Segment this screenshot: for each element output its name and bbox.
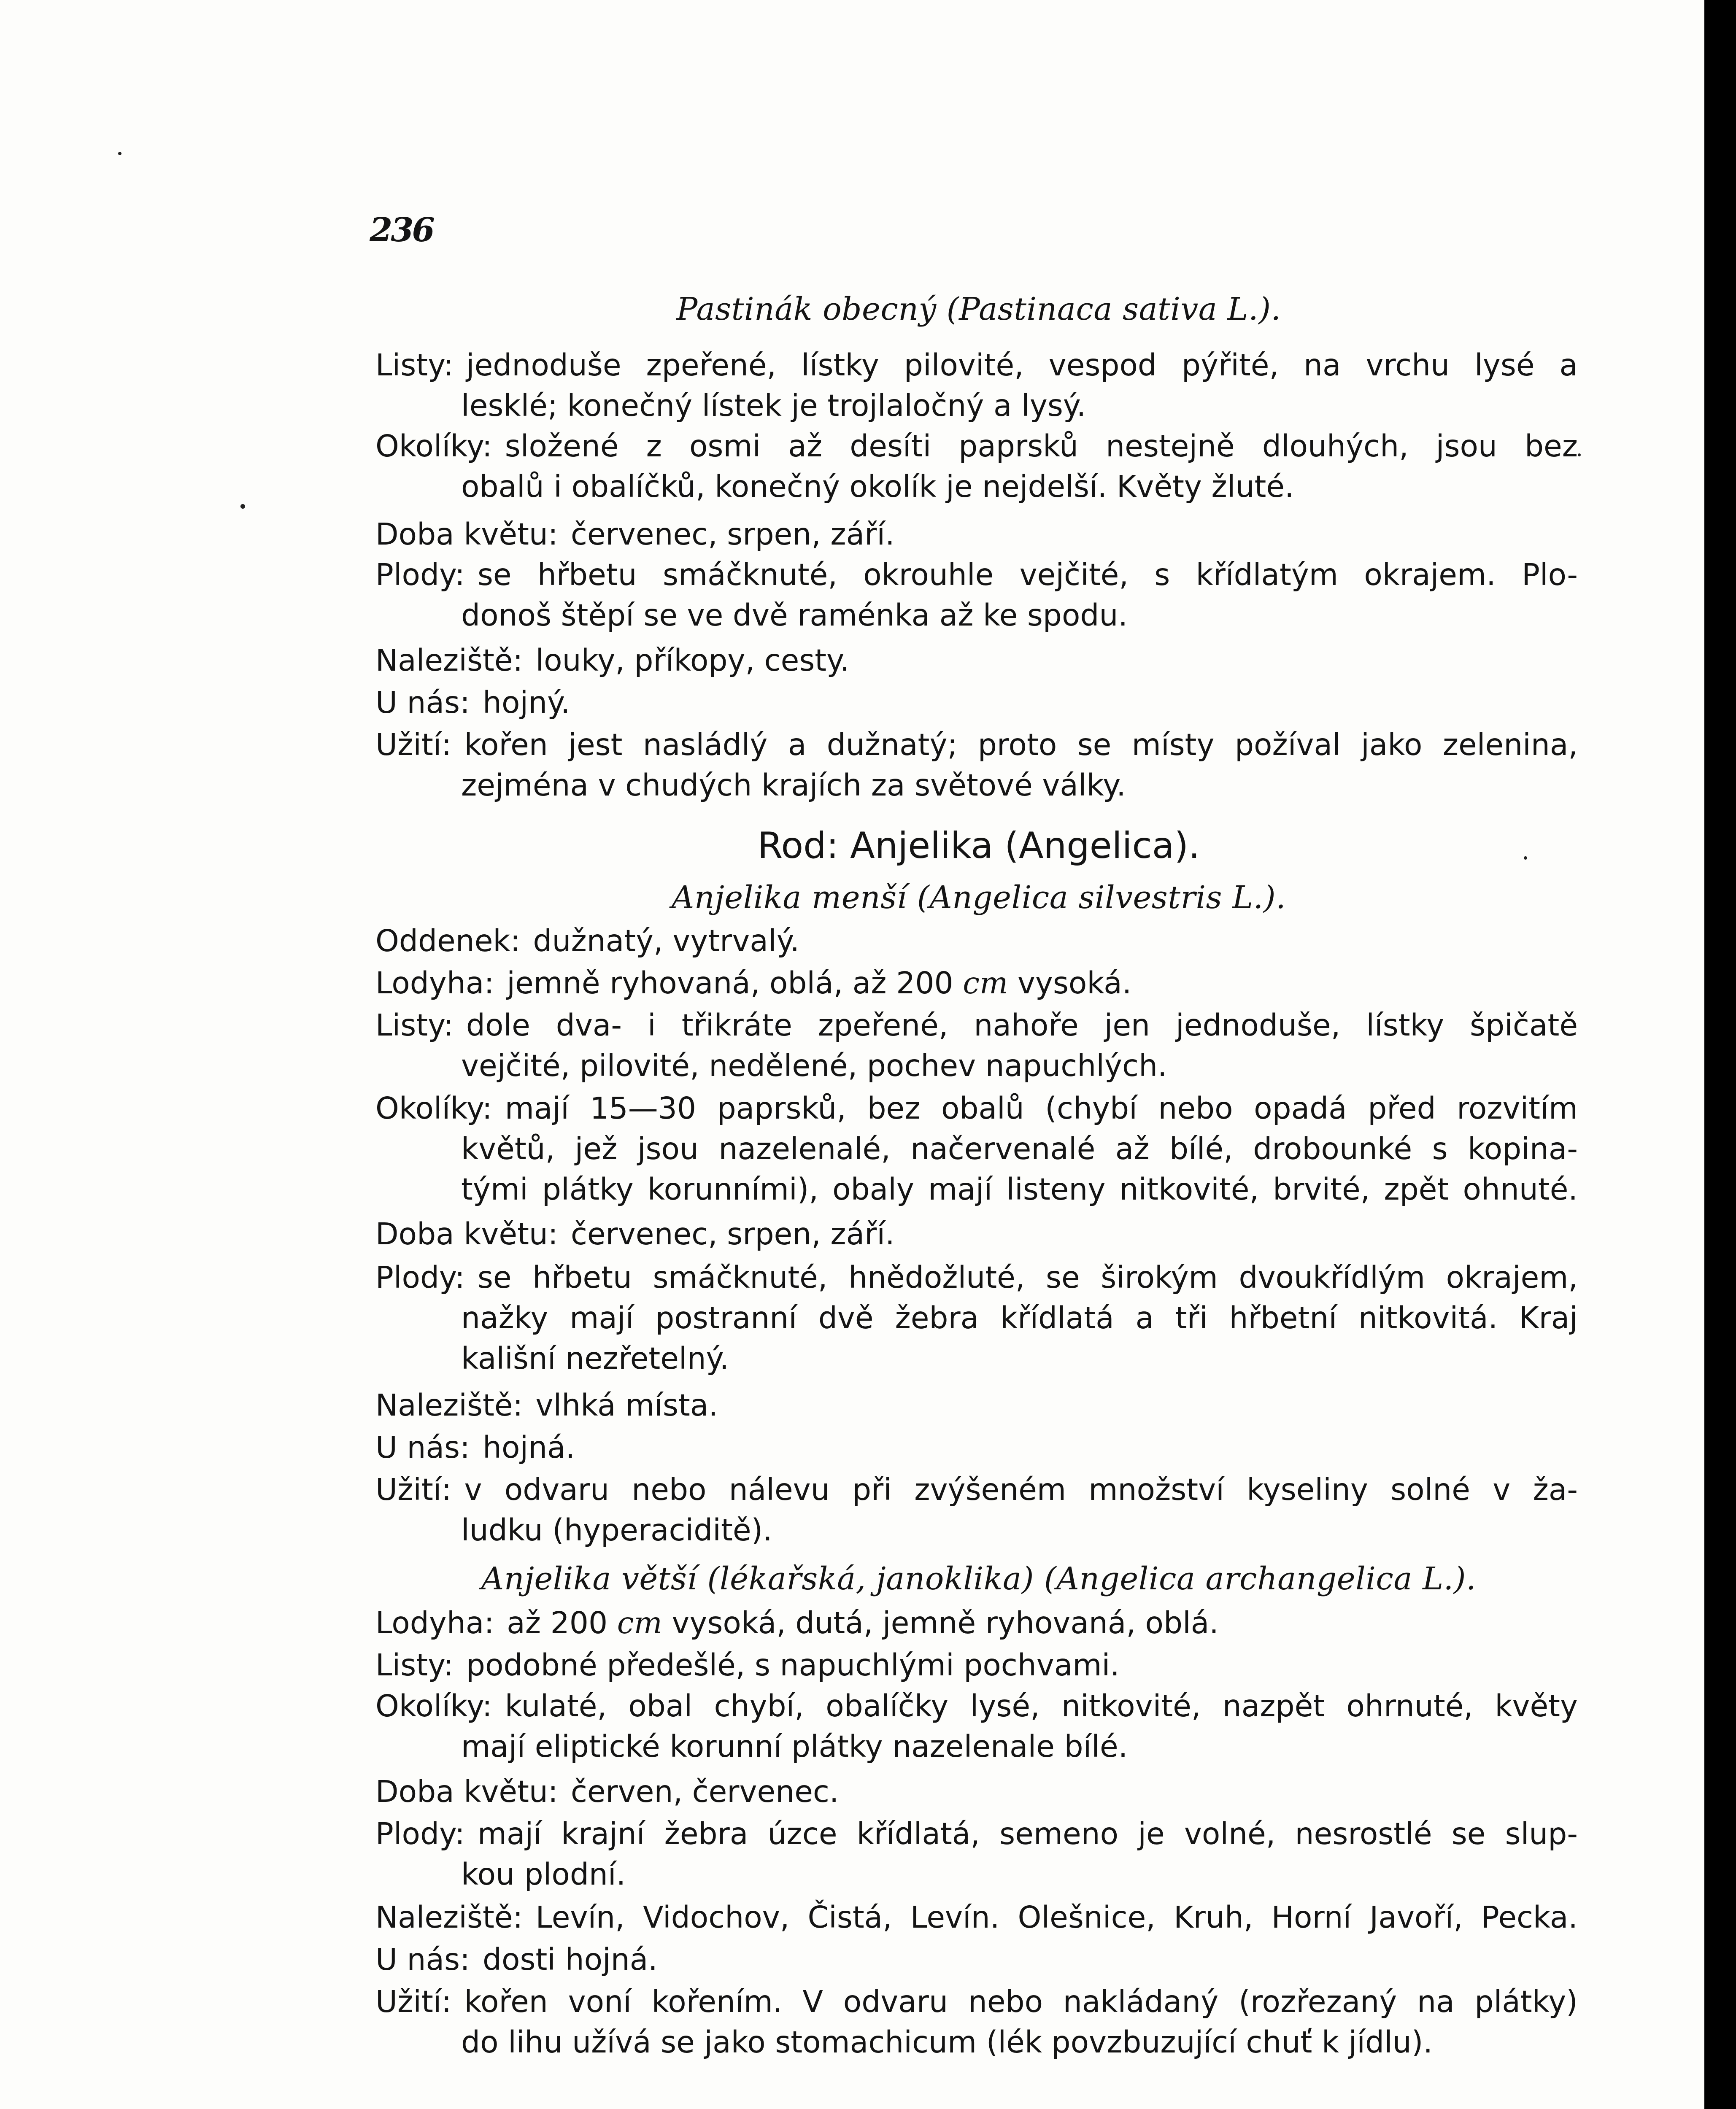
vetsi-uziti-line-2: do lihu užívá se jako stomachicum (lék povzbuzující chuť k jídlu). bbox=[461, 2025, 1433, 2060]
field-text: až 200 bbox=[507, 1605, 608, 1640]
field-label: U nás: bbox=[375, 1942, 470, 1977]
field-label: Oddenek: bbox=[375, 923, 521, 958]
vetsi-uziti-line-1 bbox=[375, 1982, 1578, 2022]
unit-text: cm bbox=[963, 966, 1008, 1001]
vetsi-lodyha-line bbox=[375, 1603, 1578, 1643]
species-heading-pastinak: Pastinák obecný (Pastinaca sativa L.). bbox=[676, 291, 1281, 327]
field-text: v odvaru nebo nálevu při zvýšeném množství kyseliny solné v ža- bbox=[464, 1472, 1578, 1507]
mensi-okoliky-line-1 bbox=[375, 1088, 1578, 1129]
field-label: Plody: bbox=[375, 1816, 465, 1851]
pastinak-plody-line-2: donoš štěpí se ve dvě raménka až ke spodu. bbox=[461, 598, 1128, 633]
mensi-uziti-line-1 bbox=[375, 1470, 1578, 1510]
vetsi-okoliky-line-1 bbox=[375, 1686, 1578, 1726]
field-label: Lodyha: bbox=[375, 1605, 494, 1640]
species-heading-anjelika-mensi: Anjelika menší (Angelica silvestris L.). bbox=[671, 879, 1286, 916]
field-label: Užití: bbox=[375, 1472, 452, 1507]
mensi-unas-line bbox=[375, 1427, 1578, 1468]
pastinak-listy-line-1 bbox=[375, 345, 1578, 386]
mensi-okoliky-line-2: květů, jež jsou nazelenalé, načervenalé až bílé, drobounké s kopina- bbox=[461, 1131, 1578, 1166]
species-heading-anjelika-vetsi: Anjelika větší (lékařská, janoklika) (Angelica archangelica L.). bbox=[481, 1561, 1477, 1597]
field-text: dosti hojná. bbox=[482, 1942, 658, 1977]
field-text: dole dva- i třikráte zpeřené, nahoře jen jednoduše, lístky špičatě bbox=[466, 1008, 1578, 1043]
vetsi-unas-line bbox=[375, 1939, 1578, 1980]
field-text: kořen jest nasládlý a dužnatý; proto se místy požíval jako zelenina, bbox=[464, 727, 1578, 762]
field-text: louky, příkopy, cesty. bbox=[535, 643, 850, 678]
mensi-plody-line-3: kališní nezřetelný. bbox=[461, 1341, 729, 1376]
field-label: Listy: bbox=[375, 348, 454, 383]
field-text: jemně ryhovaná, oblá, až 200 bbox=[507, 966, 953, 1001]
mensi-listy-line-2: vejčité, pilovité, nedělené, pochev napuchlých. bbox=[461, 1048, 1167, 1083]
mensi-doba-line bbox=[375, 1214, 1578, 1254]
field-label: Lodyha: bbox=[375, 966, 494, 1001]
unit-text: cm bbox=[617, 1605, 662, 1640]
field-label: Plody: bbox=[375, 1260, 465, 1295]
field-label: Listy: bbox=[375, 1008, 454, 1043]
field-text: mají 15—30 paprsků, bez obalů (chybí nebo opadá před rozvitím bbox=[505, 1091, 1578, 1126]
field-text: Levín, Vidochov, Čistá, Levín. Olešnice, Kruh, Horní Javoří, Pecka. bbox=[535, 1900, 1578, 1935]
page-number: 236 bbox=[370, 211, 433, 249]
field-label: U nás: bbox=[375, 685, 470, 720]
vetsi-plody-line-2: kou plodní. bbox=[461, 1857, 626, 1892]
vetsi-doba-line bbox=[375, 1772, 1578, 1812]
mensi-uziti-line-2: ludku (hyperaciditě). bbox=[461, 1513, 772, 1548]
field-text: kulaté, obal chybí, obalíčky lysé, nitkovité, nazpět ohrnuté, květy bbox=[505, 1688, 1578, 1723]
mensi-oddenek-line bbox=[375, 921, 1578, 961]
pastinak-unas-line bbox=[375, 682, 1578, 723]
field-label: Naleziště: bbox=[375, 1388, 523, 1423]
field-label: Doba květu: bbox=[375, 517, 558, 552]
field-text: červenec, srpen, září. bbox=[570, 517, 895, 552]
mensi-plody-line-2: nažky mají postranní dvě žebra křídlatá a tři hřbetní nitkovitá. Kraj bbox=[461, 1300, 1578, 1335]
scan-speck bbox=[1578, 453, 1581, 456]
vetsi-plody-line-1 bbox=[375, 1814, 1578, 1854]
field-text: jednoduše zpeřené, lístky pilovité, vespod pýřité, na vrchu lysé a bbox=[466, 348, 1578, 383]
field-text: vysoká, dutá, jemně ryhovaná, oblá. bbox=[672, 1605, 1219, 1640]
mensi-lodyha-line bbox=[375, 963, 1578, 1003]
field-text: kořen voní kořením. V odvaru nebo nakládaný (rozřezaný na plátky) bbox=[464, 1984, 1578, 2019]
mensi-listy-line-1 bbox=[375, 1005, 1578, 1046]
vetsi-naleziste-line bbox=[375, 1897, 1578, 1938]
scan-border bbox=[1704, 0, 1736, 2109]
field-label: Doba květu: bbox=[375, 1216, 558, 1251]
field-text: červenec, srpen, září. bbox=[570, 1216, 895, 1251]
scan-speck bbox=[118, 152, 121, 155]
pastinak-okoliky-line-2: obalů i obalíčků, konečný okolík je nejdelší. Květy žluté. bbox=[461, 469, 1294, 504]
vetsi-okoliky-line-2: mají eliptické korunní plátky nazelenale bílé. bbox=[461, 1729, 1128, 1764]
field-label: Okolíky: bbox=[375, 1091, 492, 1126]
pastinak-doba-line bbox=[375, 514, 1578, 555]
field-text: podobné předešlé, s napuchlými pochvami. bbox=[466, 1648, 1120, 1683]
field-label: U nás: bbox=[375, 1430, 470, 1465]
field-label: Doba květu: bbox=[375, 1774, 558, 1809]
pastinak-uziti-line-1 bbox=[375, 725, 1578, 765]
field-text: mají krajní žebra úzce křídlatá, semeno je volné, nesrostlé se slup- bbox=[477, 1816, 1578, 1851]
field-label: Plody: bbox=[375, 557, 465, 592]
field-text: se hřbetu smáčknuté, hnědožluté, se širokým dvoukřídlým okrajem, bbox=[477, 1260, 1578, 1295]
field-text: hojný. bbox=[482, 685, 570, 720]
mensi-plody-line-1 bbox=[375, 1257, 1578, 1298]
pastinak-okoliky-line-1 bbox=[375, 426, 1578, 467]
field-label: Naleziště: bbox=[375, 643, 523, 678]
pastinak-uziti-line-2: zejména v chudých krajích za světové války. bbox=[461, 768, 1126, 803]
field-label: Užití: bbox=[375, 1984, 452, 2019]
mensi-okoliky-line-3: tými plátky korunními), obaly mají listeny nitkovité, brvité, zpět ohnuté. bbox=[461, 1172, 1578, 1207]
pastinak-listy-line-2: lesklé; konečný lístek je trojlaločný a lysý. bbox=[461, 388, 1086, 423]
field-label: Užití: bbox=[375, 727, 452, 762]
field-text: se hřbetu smáčknuté, okrouhle vejčité, s křídlatým okrajem. Plo- bbox=[477, 557, 1578, 592]
field-label: Naleziště: bbox=[375, 1900, 523, 1935]
mensi-naleziste-line bbox=[375, 1385, 1578, 1426]
pastinak-plody-line-1 bbox=[375, 555, 1578, 595]
genus-heading: Rod: Anjelika (Angelica). bbox=[757, 825, 1200, 867]
field-label: Okolíky: bbox=[375, 429, 492, 464]
field-label: Listy: bbox=[375, 1648, 454, 1683]
field-text: složené z osmi až desíti paprsků nestejně dlouhých, jsou bez bbox=[505, 429, 1578, 464]
scan-speck bbox=[1524, 856, 1527, 860]
pastinak-naleziste-line bbox=[375, 640, 1578, 681]
field-text: dužnatý, vytrvalý. bbox=[533, 923, 800, 958]
field-text: vysoká. bbox=[1017, 966, 1132, 1001]
field-label: Okolíky: bbox=[375, 1688, 492, 1723]
field-text: hojná. bbox=[482, 1430, 575, 1465]
scan-speck bbox=[240, 504, 245, 509]
field-text: červen, červenec. bbox=[570, 1774, 839, 1809]
field-text: vlhká místa. bbox=[535, 1388, 718, 1423]
vetsi-listy-line bbox=[375, 1645, 1578, 1686]
